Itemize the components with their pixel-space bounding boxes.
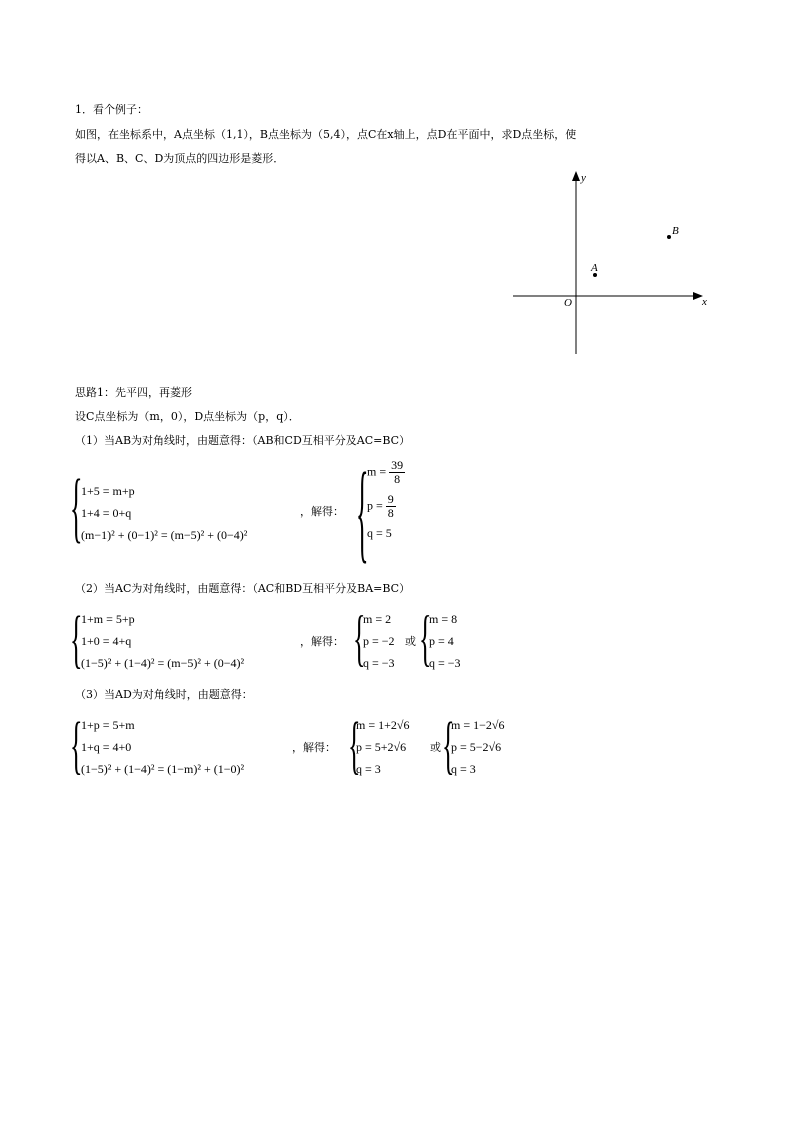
case2-sol-b-p: p = 4: [429, 634, 454, 648]
case3-system-brace: {: [70, 709, 83, 782]
case3-solution-a: [356, 719, 409, 776]
case2-sol-a-p: p = −2: [363, 634, 395, 648]
section-heading: 1．看个例子：: [75, 103, 148, 116]
case3-sol-b-m: m = 1−2√6: [451, 718, 505, 732]
case3-sol-a-p: p = 5+2√6: [356, 740, 407, 754]
point-a-label: A: [591, 262, 598, 274]
case2-or: 或: [405, 635, 416, 648]
case1-eq1: 1+5 = m+p: [81, 484, 135, 498]
problem-line-1: 如图，在坐标系中，A点坐标（1,1），B点坐标为（5,4），点C在x轴上，点D在平面中，求D点坐标，使: [75, 128, 577, 141]
case3-eq2: 1+q = 4+0: [81, 740, 132, 754]
case2-solve-label: ，解得：: [300, 635, 344, 648]
case2-solution-b-brace: {: [419, 603, 432, 673]
case3-equation-system: [81, 719, 244, 776]
case1-header: （1）当AB为对角线时，由题意得：（AB和CD互相平分及AC=BC）: [75, 434, 411, 447]
case2-solution-a-brace: {: [353, 603, 366, 673]
x-axis-label: x: [702, 296, 707, 308]
case3-solution-b: [451, 719, 504, 776]
case3-or: 或: [430, 741, 441, 754]
case1-solution-brace: {: [356, 449, 369, 575]
case2-system-brace: {: [70, 603, 83, 676]
point-b: [667, 235, 671, 239]
idea-title: 思路1：先平四，再菱形: [75, 386, 192, 399]
case1-eq3: (m−1)² + (0−1)² = (m−5)² + (0−4)²: [81, 528, 248, 542]
case1-sol-p-fraction: $\frac{9}{8}$: [387, 492, 394, 520]
case2-sol-a-m: m = 2: [363, 612, 392, 626]
case2-solution-b: [429, 613, 461, 670]
case1-equation-system: [81, 485, 247, 542]
case1-solve-label: ，解得：: [300, 505, 344, 518]
case3-sol-b-p: p = 5−2√6: [451, 740, 502, 754]
case1-sol-m: m = $\frac{39}{8}$: [367, 458, 404, 486]
case2-sol-b-q: q = −3: [429, 656, 461, 670]
case3-sol-a-q: q = 3: [356, 762, 381, 776]
case2-equation-system: [81, 613, 244, 670]
case3-solution-b-brace: {: [442, 709, 455, 782]
point-b-label: B: [672, 225, 679, 237]
case3-eq3: (1−5)² + (1−4)² = (1−m)² + (1−0)²: [81, 762, 245, 776]
case3-solve-label: ，解得：: [292, 741, 336, 754]
case2-eq1: 1+m = 5+p: [81, 612, 135, 626]
case3-sol-b-q: q = 3: [451, 762, 476, 776]
y-axis-label: y: [581, 172, 586, 184]
coordinate-figure: [505, 165, 720, 360]
y-axis-arrow: [572, 171, 580, 181]
case1-solution: [367, 459, 405, 540]
case2-solution-a: [363, 613, 395, 670]
origin-label: O: [564, 297, 572, 309]
case1-system-brace: {: [70, 464, 83, 551]
case3-header: （3）当AD为对角线时，由题意得：: [75, 688, 253, 701]
case1-sol-p: p = $\frac{9}{8}$: [367, 492, 394, 520]
case2-eq3: (1−5)² + (1−4)² = (m−5)² + (0−4)²: [81, 656, 245, 670]
case1-sol-m-fraction: $\frac{39}{8}$: [391, 458, 404, 486]
case3-eq1: 1+p = 5+m: [81, 718, 135, 732]
case1-eq2: 1+4 = 0+q: [81, 506, 132, 520]
case3-sol-a-m: m = 1+2√6: [356, 718, 410, 732]
case2-header: （2）当AC为对角线时，由题意得：（AC和BD互相平分及BA=BC）: [75, 582, 411, 595]
problem-line-2: 得以A、B、C、D为顶点的四边形是菱形．: [75, 152, 285, 165]
case2-sol-a-q: q = −3: [363, 656, 395, 670]
idea-setup: 设C点坐标为（m，0），D点坐标为（p，q）．: [75, 410, 300, 423]
case3-solution-a-brace: {: [348, 709, 361, 782]
case2-sol-b-m: m = 8: [429, 612, 458, 626]
case1-sol-q: q = 5: [367, 526, 392, 540]
case2-eq2: 1+0 = 4+q: [81, 634, 132, 648]
